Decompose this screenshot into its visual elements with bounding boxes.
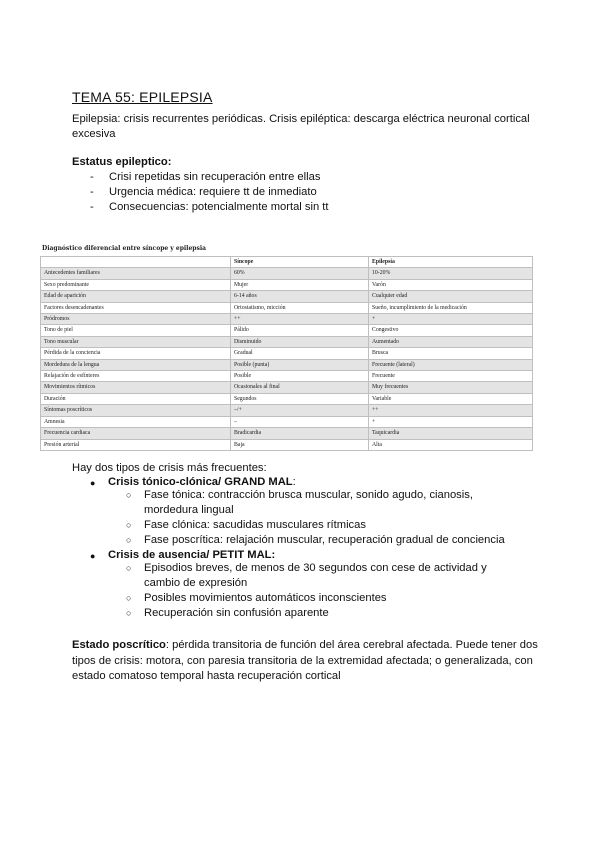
table-cell: Sueño, incumplimiento de la medicación xyxy=(369,302,533,313)
table-cell: Relajación de esfínteres xyxy=(41,371,231,382)
table-row xyxy=(41,268,533,279)
table-cell: Disminuido xyxy=(231,336,369,347)
postcritical-paragraph xyxy=(72,638,542,685)
petit-mal-features xyxy=(108,561,524,621)
table-header-cell xyxy=(41,257,231,268)
list-item: - Consecuencias: potencialmente mortal sin tt xyxy=(88,200,329,215)
table-row xyxy=(41,382,533,393)
table-cell: Taquicardia xyxy=(369,428,533,439)
status-heading: Estatus epileptico: xyxy=(72,156,172,168)
table-row xyxy=(41,393,533,404)
table-cell: Antecedentes familiares xyxy=(41,268,231,279)
table-cell: 6-14 años xyxy=(231,291,369,302)
table-cell: Gradual xyxy=(231,348,369,359)
table-row xyxy=(41,279,533,290)
table-row xyxy=(41,336,533,347)
grand-mal-suffix: : xyxy=(292,476,296,488)
grand-mal-label: Crisis tónico-clónica/ GRAND MAL xyxy=(108,476,293,488)
table-cell: Ocasionales al final xyxy=(231,382,369,393)
table-header-cell: Epilepsia xyxy=(369,257,533,268)
grand-mal-phases xyxy=(108,488,524,548)
table-cell: Bradicardia xyxy=(231,428,369,439)
petit-mal-label: Crisis de ausencia/ PETIT MAL: xyxy=(108,549,276,561)
table-cell: Amnesia xyxy=(41,416,231,427)
list-item xyxy=(90,476,524,548)
table-cell: Aumentado xyxy=(369,336,533,347)
differential-table-figure xyxy=(40,245,532,451)
page-title: TEMA 55: EPILEPSIA xyxy=(72,89,213,105)
table-row xyxy=(41,359,533,370)
intro-paragraph: Epilepsia: crisis recurrentes periódicas. Crisis epiléptica: descarga eléctrica neuronal cortical excesiva xyxy=(72,113,530,140)
list-item: ○ Fase poscrítica: relajación muscular, recuperación gradual de conciencia xyxy=(126,533,524,548)
postcritical-text: : pérdida transitoria de función del área cerebral afectada. Puede tener dos tipos de crisis: motora, con paresia transitoria de la extremidad afectada; o generalizada, con estado comatoso temporal hasta recuperación cortical xyxy=(72,639,538,682)
list-item: ○ Fase clónica: sacudidas musculares rítmicas xyxy=(126,518,524,533)
table-cell: Mujer xyxy=(231,279,369,290)
list-item: ○ Recuperación sin confusión aparente xyxy=(126,606,524,621)
table-cell: Brusca xyxy=(369,348,533,359)
table-row xyxy=(41,291,533,302)
table-cell: Mordedura de la lengua xyxy=(41,359,231,370)
table-cell: 60% xyxy=(231,268,369,279)
table-row xyxy=(41,325,533,336)
table-cell: Sexo predominante xyxy=(41,279,231,290)
petit-mal-section xyxy=(90,549,524,621)
list-item: ○ Fase tónica: contracción brusca muscular, sonido agudo, cianosis, mordedura lingual xyxy=(126,488,524,518)
table-cell: Variable xyxy=(369,393,533,404)
table-cell: – xyxy=(231,416,369,427)
table-row xyxy=(41,416,533,427)
table-cell: Frecuente (lateral) xyxy=(369,359,533,370)
table-cell: Frecuente xyxy=(369,371,533,382)
table-cell: Pródromos xyxy=(41,314,231,325)
table-cell: ++ xyxy=(369,405,533,416)
table-row xyxy=(41,348,533,359)
table-cell: Congestivo xyxy=(369,325,533,336)
list-item xyxy=(90,549,524,621)
table-cell: Varón xyxy=(369,279,533,290)
table-row xyxy=(41,428,533,439)
table-cell: + xyxy=(369,416,533,427)
table-cell: Presión arterial xyxy=(41,439,231,450)
table-body xyxy=(41,268,533,451)
table-row xyxy=(41,302,533,313)
table-row xyxy=(41,314,533,325)
table-cell: Síntomas poscríticos xyxy=(41,405,231,416)
table-cell: Factores desencadenantes xyxy=(41,302,231,313)
grand-mal-section xyxy=(90,476,524,548)
table-cell: Tono muscular xyxy=(41,336,231,347)
table-cell: Ortostatismo, micción xyxy=(231,302,369,313)
table-row xyxy=(41,405,533,416)
table-cell: Alta xyxy=(369,439,533,450)
table-cell: Edad de aparición xyxy=(41,291,231,302)
list-item: ○ Episodios breves, de menos de 30 segundos con cese de actividad y cambio de expresión xyxy=(126,561,524,591)
table-cell: Duración xyxy=(41,393,231,404)
table-cell: Cualquier edad xyxy=(369,291,533,302)
bullet-icon: ● xyxy=(90,551,96,561)
postcritical-term: Estado poscrítico xyxy=(72,639,166,651)
table-cell: Movimientos rítmicos xyxy=(41,382,231,393)
table-cell: Frecuencia cardiaca xyxy=(41,428,231,439)
table-cell: Pérdida de la conciencia xyxy=(41,348,231,359)
types-intro: Hay dos tipos de crisis más frecuentes: xyxy=(72,462,267,474)
table-cell: Pálido xyxy=(231,325,369,336)
table-row xyxy=(41,371,533,382)
table-cell: Posible xyxy=(231,371,369,382)
table-cell: Posible (punta) xyxy=(231,359,369,370)
table-title: Diagnóstico diferencial entre síncope y epilepsia xyxy=(42,245,207,252)
table-cell: ++ xyxy=(231,314,369,325)
table-header-row xyxy=(41,257,533,268)
table-cell: Baja xyxy=(231,439,369,450)
table-header-cell: Síncope xyxy=(231,257,369,268)
table-cell: Tono de piel xyxy=(41,325,231,336)
bullet-icon: ● xyxy=(90,478,96,488)
differential-table xyxy=(40,256,533,451)
table-cell: Segundos xyxy=(231,393,369,404)
list-item: - Urgencia médica: requiere tt de inmediato xyxy=(88,185,329,200)
table-cell: Muy frecuentes xyxy=(369,382,533,393)
table-cell: + xyxy=(369,314,533,325)
table-row xyxy=(41,439,533,450)
status-list xyxy=(88,170,329,214)
table-cell: –/+ xyxy=(231,405,369,416)
table-cell: 10-20% xyxy=(369,268,533,279)
list-item: ○ Posibles movimientos automáticos inconscientes xyxy=(126,591,524,606)
list-item: - Crisi repetidas sin recuperación entre ellas xyxy=(88,170,329,185)
